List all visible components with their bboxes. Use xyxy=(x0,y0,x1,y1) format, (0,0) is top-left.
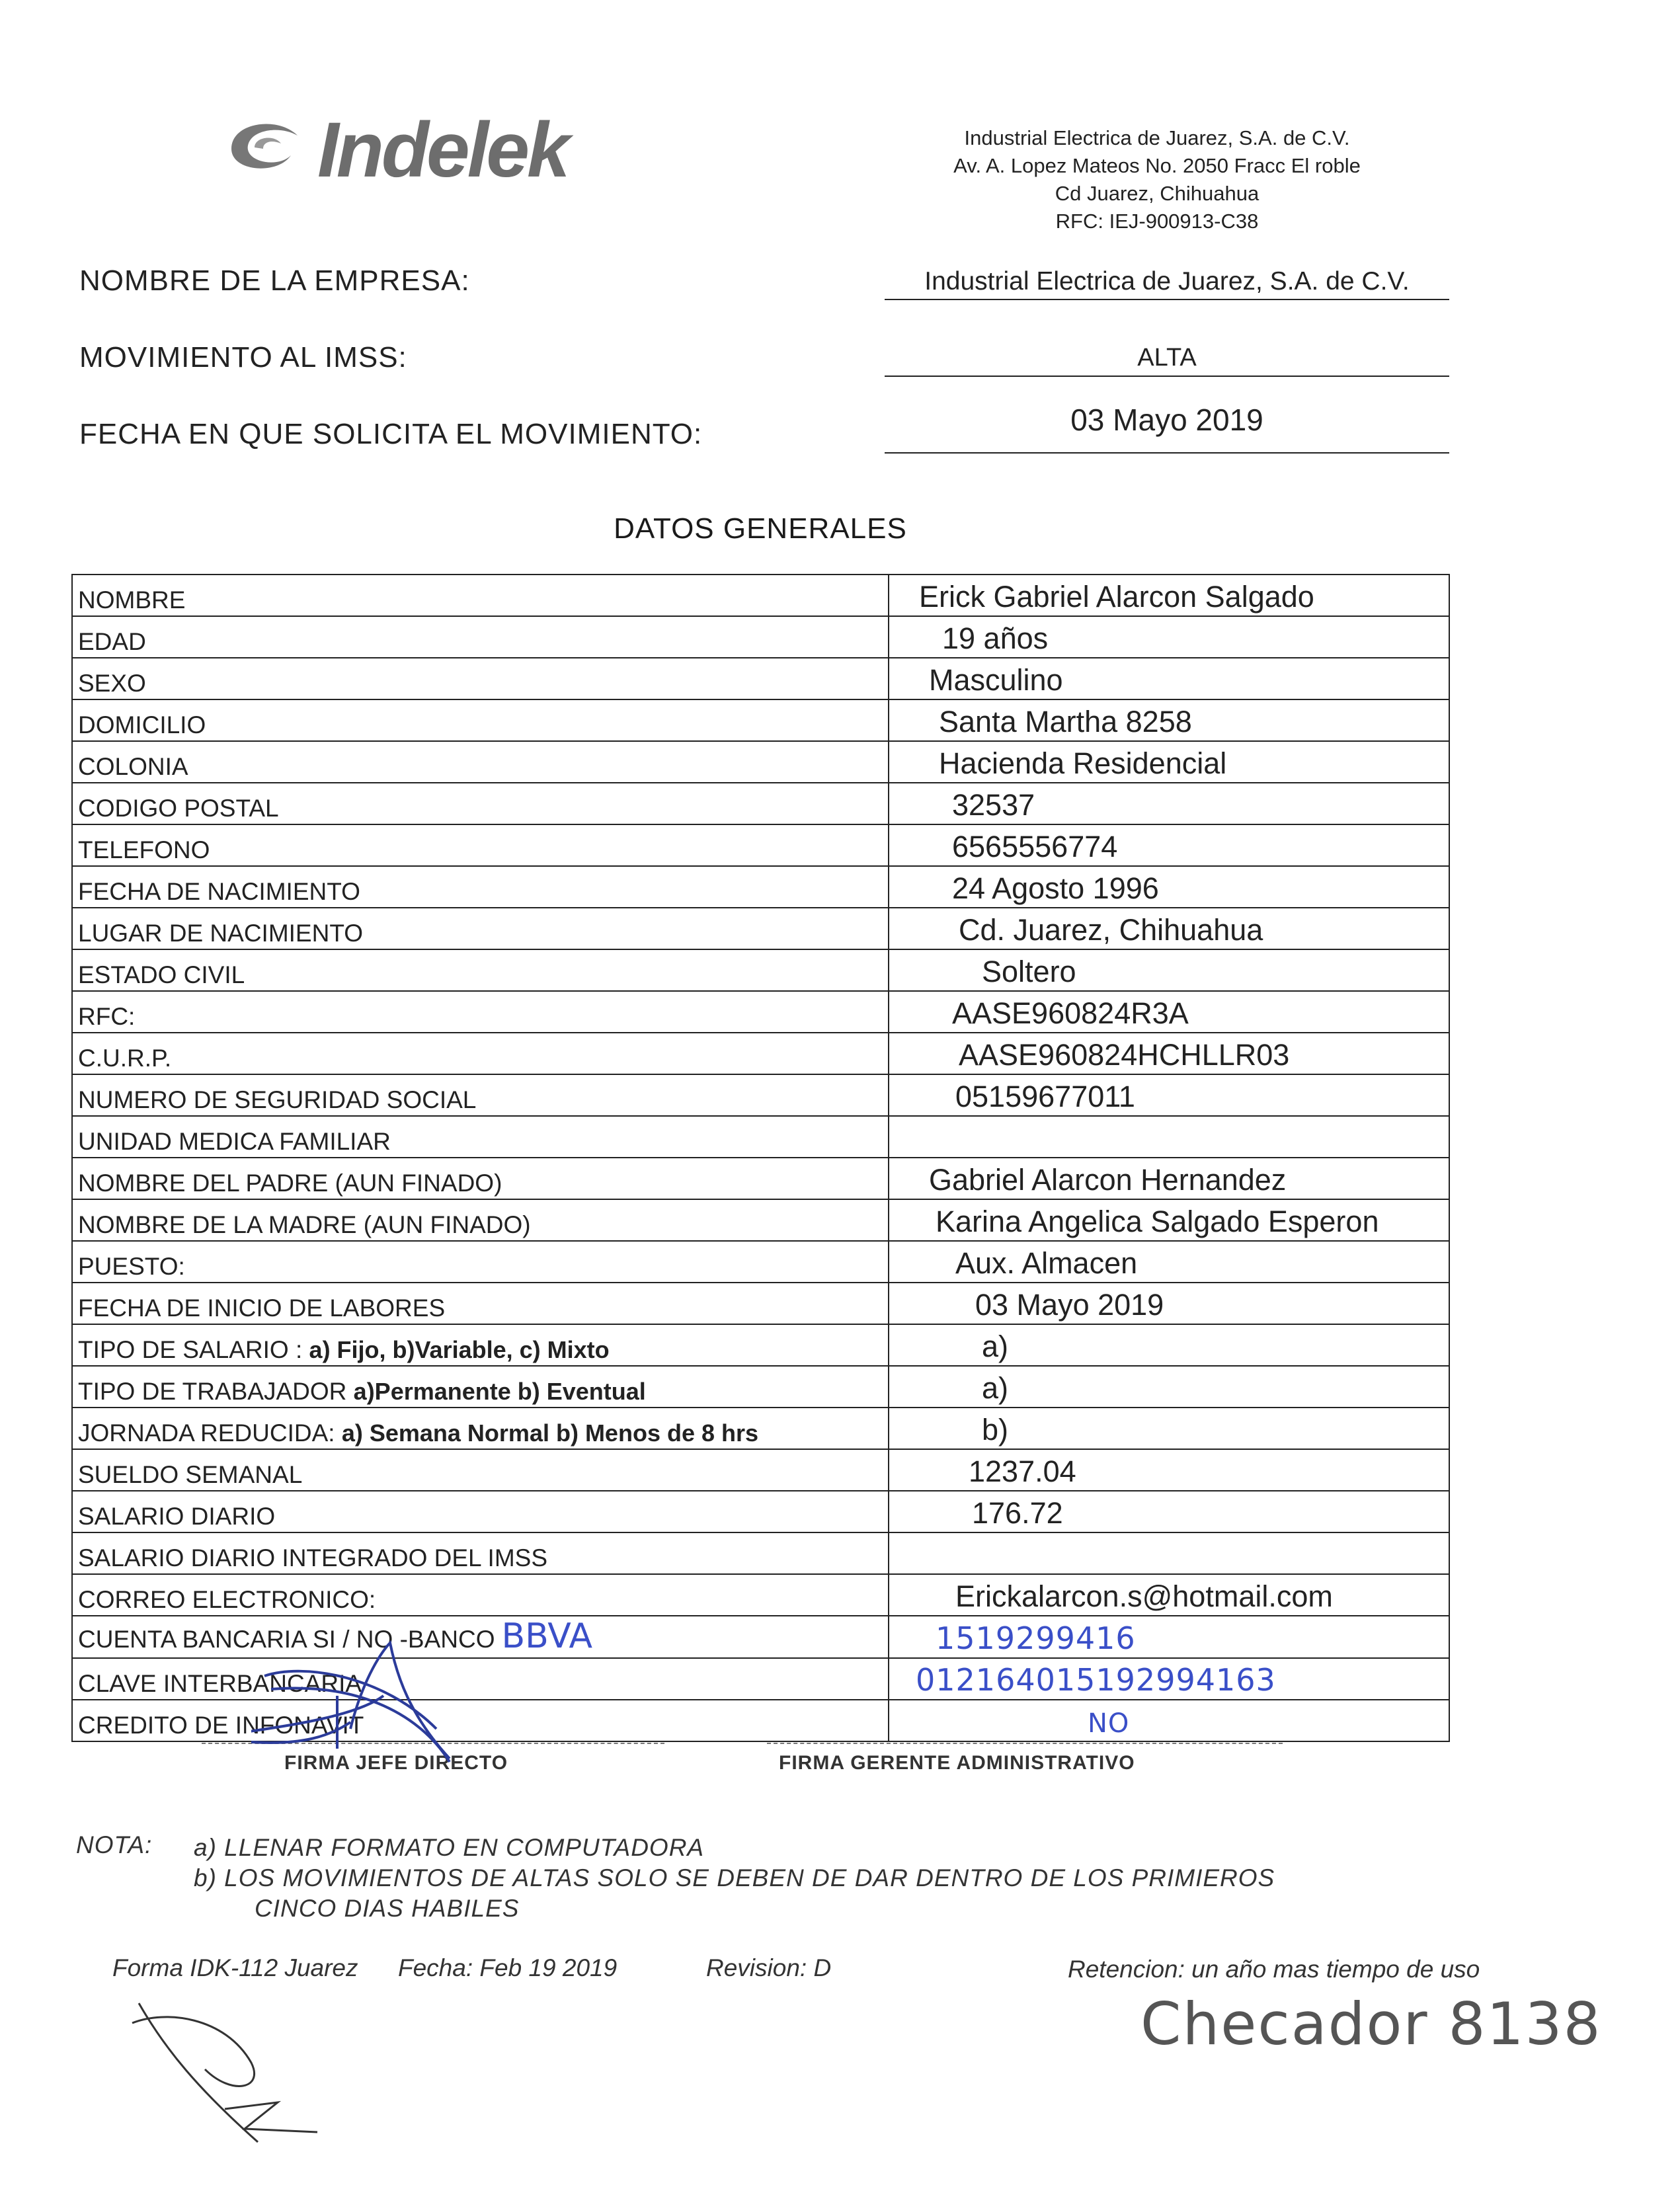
datos-generales-table xyxy=(71,574,1450,1742)
row-label-text: CODIGO POSTAL xyxy=(78,795,279,822)
row-value-text: AASE960824HCHLLR03 xyxy=(959,1038,1290,1072)
row-options: a) Semana Normal b) Menos de 8 hrs xyxy=(341,1419,759,1447)
table-row xyxy=(72,699,1449,741)
row-label xyxy=(72,1199,889,1241)
row-label xyxy=(72,1074,889,1116)
row-value-text: Santa Martha 8258 xyxy=(939,705,1192,738)
row-label xyxy=(72,1408,889,1449)
row-label xyxy=(72,1532,889,1574)
row-label xyxy=(72,699,889,741)
row-value-text xyxy=(889,1538,916,1571)
empresa-underline xyxy=(885,299,1449,300)
row-label-text: JORNADA REDUCIDA: xyxy=(78,1419,335,1447)
table-row xyxy=(72,1366,1449,1408)
row-value xyxy=(889,1574,1449,1616)
table-row xyxy=(72,1532,1449,1574)
row-label xyxy=(72,1283,889,1324)
table-row xyxy=(72,1449,1449,1491)
fecha-underline xyxy=(885,452,1449,454)
row-value-text: 03 Mayo 2019 xyxy=(975,1288,1164,1322)
table-row xyxy=(72,616,1449,658)
company-city-line: Cd Juarez, Chihuahua xyxy=(1055,182,1260,205)
row-label xyxy=(72,1449,889,1491)
table-row xyxy=(72,1324,1449,1366)
table-row xyxy=(72,1158,1449,1199)
row-label xyxy=(72,991,889,1033)
row-value xyxy=(889,1658,1449,1700)
row-value xyxy=(889,1241,1449,1283)
row-value-text: 1519299416 xyxy=(936,1620,1136,1656)
table-row xyxy=(72,1283,1449,1324)
table-row xyxy=(72,658,1449,699)
row-label-text: TIPO DE TRABAJADOR xyxy=(78,1378,347,1405)
row-label-text: EDAD xyxy=(78,628,146,655)
row-label-text: PUESTO: xyxy=(78,1253,185,1280)
row-value-text xyxy=(889,1121,916,1155)
row-label-text: CREDITO DE INFONAVIT xyxy=(78,1712,364,1739)
row-value-text: Gabriel Alarcon Hernandez xyxy=(929,1163,1287,1197)
row-options: a) Fijo, b)Variable, c) Mixto xyxy=(309,1336,610,1363)
row-label-text: ESTADO CIVIL xyxy=(78,961,245,988)
movimiento-underline xyxy=(885,376,1449,377)
row-label xyxy=(72,1033,889,1074)
row-value-text: b) xyxy=(982,1413,1009,1447)
empresa-label: NOMBRE DE LA EMPRESA: xyxy=(79,264,470,297)
row-value-text: 32537 xyxy=(952,788,1035,822)
handwritten-checador-note: Checador 8138 xyxy=(1140,1990,1602,2058)
row-label-text: C.U.R.P. xyxy=(78,1045,172,1072)
company-logo xyxy=(218,106,655,194)
row-value xyxy=(889,866,1449,908)
table-row xyxy=(72,1033,1449,1074)
row-value-text: a) xyxy=(982,1330,1009,1363)
table-row xyxy=(72,1241,1449,1283)
row-value-text: 012164015192994163 xyxy=(916,1662,1276,1698)
row-label-text: RFC: xyxy=(78,1003,136,1030)
row-value xyxy=(889,1491,1449,1532)
row-label-text: SALARIO DIARIO INTEGRADO DEL IMSS xyxy=(78,1544,547,1571)
row-label xyxy=(72,1116,889,1158)
row-value xyxy=(889,908,1449,949)
table-row xyxy=(72,908,1449,949)
row-label xyxy=(72,1366,889,1408)
row-label-text: CORREO ELECTRONICO: xyxy=(78,1586,376,1613)
row-label xyxy=(72,1324,889,1366)
row-value xyxy=(889,699,1449,741)
row-label xyxy=(72,824,889,866)
table-row xyxy=(72,1574,1449,1616)
bottom-signature-scribble xyxy=(126,1990,337,2162)
signature-line-gerente xyxy=(767,1743,1283,1744)
row-value-text: Aux. Almacen xyxy=(955,1246,1138,1280)
table-row xyxy=(72,1116,1449,1158)
row-label-text: CLAVE INTERBANCARIA xyxy=(78,1670,362,1697)
row-label xyxy=(72,908,889,949)
row-label-text: FECHA DE NACIMIENTO xyxy=(78,878,360,905)
nota-label: NOTA: xyxy=(76,1831,153,1858)
table-row xyxy=(72,824,1449,866)
table-row xyxy=(72,1074,1449,1116)
nota-item-b: b) LOS MOVIMIENTOS DE ALTAS SOLO SE DEBEN DE DAR DENTRO DE LOS PRIMIEROS xyxy=(194,1864,1275,1891)
company-address-block xyxy=(926,124,1388,235)
company-name-line: Industrial Electrica de Juarez, S.A. de C.V. xyxy=(964,126,1350,149)
row-value xyxy=(889,1283,1449,1324)
row-value-text: Hacienda Residencial xyxy=(939,746,1227,780)
table-row xyxy=(72,866,1449,908)
row-value-text: Masculino xyxy=(929,663,1063,697)
row-value xyxy=(889,1033,1449,1074)
row-value xyxy=(889,949,1449,991)
fecha-solicitud-label: FECHA EN QUE SOLICITA EL MOVIMIENTO: xyxy=(79,418,703,450)
row-value xyxy=(889,575,1449,616)
row-label xyxy=(72,1241,889,1283)
row-options: a)Permanente b) Eventual xyxy=(353,1378,646,1405)
table-row xyxy=(72,991,1449,1033)
row-value xyxy=(889,824,1449,866)
row-label-text: TIPO DE SALARIO : xyxy=(78,1336,303,1363)
row-value-text: 1237.04 xyxy=(969,1454,1076,1488)
row-label-text: UNIDAD MEDICA FAMILIAR xyxy=(78,1128,391,1155)
section-title: DATOS GENERALES xyxy=(614,512,907,545)
row-value xyxy=(889,1116,1449,1158)
company-rfc-line: RFC: IEJ-900913-C38 xyxy=(1055,210,1259,233)
row-label-text: SEXO xyxy=(78,670,146,697)
jefe-signature-scribble xyxy=(251,1636,542,1775)
row-value-text: Erickalarcon.s@hotmail.com xyxy=(955,1579,1333,1613)
row-label-text: COLONIA xyxy=(78,753,188,780)
logo-wordmark: Indelek xyxy=(317,106,568,194)
row-value xyxy=(889,741,1449,783)
row-value xyxy=(889,1366,1449,1408)
table-row xyxy=(72,741,1449,783)
row-value-text: Soltero xyxy=(982,955,1076,988)
signature-label-gerente: FIRMA GERENTE ADMINISTRATIVO xyxy=(779,1752,1135,1774)
row-label-text: NOMBRE DE LA MADRE (AUN FINADO) xyxy=(78,1211,531,1238)
table-row xyxy=(72,1408,1449,1449)
row-value xyxy=(889,783,1449,824)
row-label xyxy=(72,616,889,658)
row-label-text: NOMBRE DEL PADRE (AUN FINADO) xyxy=(78,1170,502,1197)
row-label-text: LUGAR DE NACIMIENTO xyxy=(78,920,364,947)
row-label-text: FECHA DE INICIO DE LABORES xyxy=(78,1294,446,1322)
company-address-line: Av. A. Lopez Mateos No. 2050 Fracc El roble xyxy=(953,154,1361,177)
row-value-text: 05159677011 xyxy=(955,1080,1135,1113)
row-value xyxy=(889,991,1449,1033)
row-label-text: SALARIO DIARIO xyxy=(78,1503,276,1530)
row-label xyxy=(72,866,889,908)
row-label xyxy=(72,783,889,824)
row-value xyxy=(889,1532,1449,1574)
footer-form-id: Forma IDK-112 Juarez xyxy=(112,1954,358,1981)
row-value xyxy=(889,1158,1449,1199)
row-value xyxy=(889,1700,1449,1741)
row-label xyxy=(72,1574,889,1616)
table-row xyxy=(72,1199,1449,1241)
table-row xyxy=(72,783,1449,824)
row-label xyxy=(72,575,889,616)
footer-form-date: Fecha: Feb 19 2019 xyxy=(398,1954,618,1981)
row-value-text: NO xyxy=(1088,1708,1130,1739)
row-value xyxy=(889,616,1449,658)
row-label xyxy=(72,949,889,991)
row-value-text: 176.72 xyxy=(972,1496,1063,1530)
movimiento-value: ALTA xyxy=(1137,344,1197,372)
row-label-text: NOMBRE xyxy=(78,586,186,614)
row-label-text: SUELDO SEMANAL xyxy=(78,1461,303,1488)
nota-item-b-continued: CINCO DIAS HABILES xyxy=(255,1895,520,1922)
swirl-logo-icon xyxy=(218,109,317,182)
row-value-text: Karina Angelica Salgado Esperon xyxy=(936,1205,1379,1238)
row-value xyxy=(889,1449,1449,1491)
row-value xyxy=(889,1074,1449,1116)
empresa-value: Industrial Electrica de Juarez, S.A. de C.V. xyxy=(924,267,1410,296)
row-label xyxy=(72,1158,889,1199)
row-label-text: CUENTA BANCARIA SI / NO -BANCO xyxy=(78,1626,495,1653)
handwritten-bank-name: BBVA xyxy=(501,1616,593,1656)
row-value xyxy=(889,1408,1449,1449)
row-value xyxy=(889,658,1449,699)
row-value xyxy=(889,1324,1449,1366)
signature-label-jefe: FIRMA JEFE DIRECTO xyxy=(284,1752,508,1774)
footer-revision: Revision: D xyxy=(706,1954,832,1981)
row-value-text: Cd. Juarez, Chihuahua xyxy=(959,913,1263,947)
row-value-text: 19 años xyxy=(942,621,1049,655)
row-label xyxy=(72,658,889,699)
row-value xyxy=(889,1616,1449,1658)
row-label-text: NUMERO DE SEGURIDAD SOCIAL xyxy=(78,1086,477,1113)
row-label xyxy=(72,1491,889,1532)
row-value-text: 24 Agosto 1996 xyxy=(952,871,1159,905)
footer-retention: Retencion: un año mas tiempo de uso xyxy=(1068,1956,1480,1983)
nota-item-a: a) LLENAR FORMATO EN COMPUTADORA xyxy=(194,1834,705,1861)
fecha-solicitud-value: 03 Mayo 2019 xyxy=(1070,403,1263,437)
table-row xyxy=(72,1491,1449,1532)
row-label xyxy=(72,741,889,783)
table-row xyxy=(72,575,1449,616)
row-value-text: Erick Gabriel Alarcon Salgado xyxy=(919,580,1314,614)
table-row xyxy=(72,949,1449,991)
row-value-text: 6565556774 xyxy=(952,830,1118,863)
movimiento-label: MOVIMIENTO AL IMSS: xyxy=(79,341,407,374)
row-value xyxy=(889,1199,1449,1241)
row-value-text: AASE960824R3A xyxy=(952,996,1189,1030)
row-label-text: TELEFONO xyxy=(78,836,210,863)
row-value-text: a) xyxy=(982,1371,1009,1405)
row-label-text: DOMICILIO xyxy=(78,711,206,738)
